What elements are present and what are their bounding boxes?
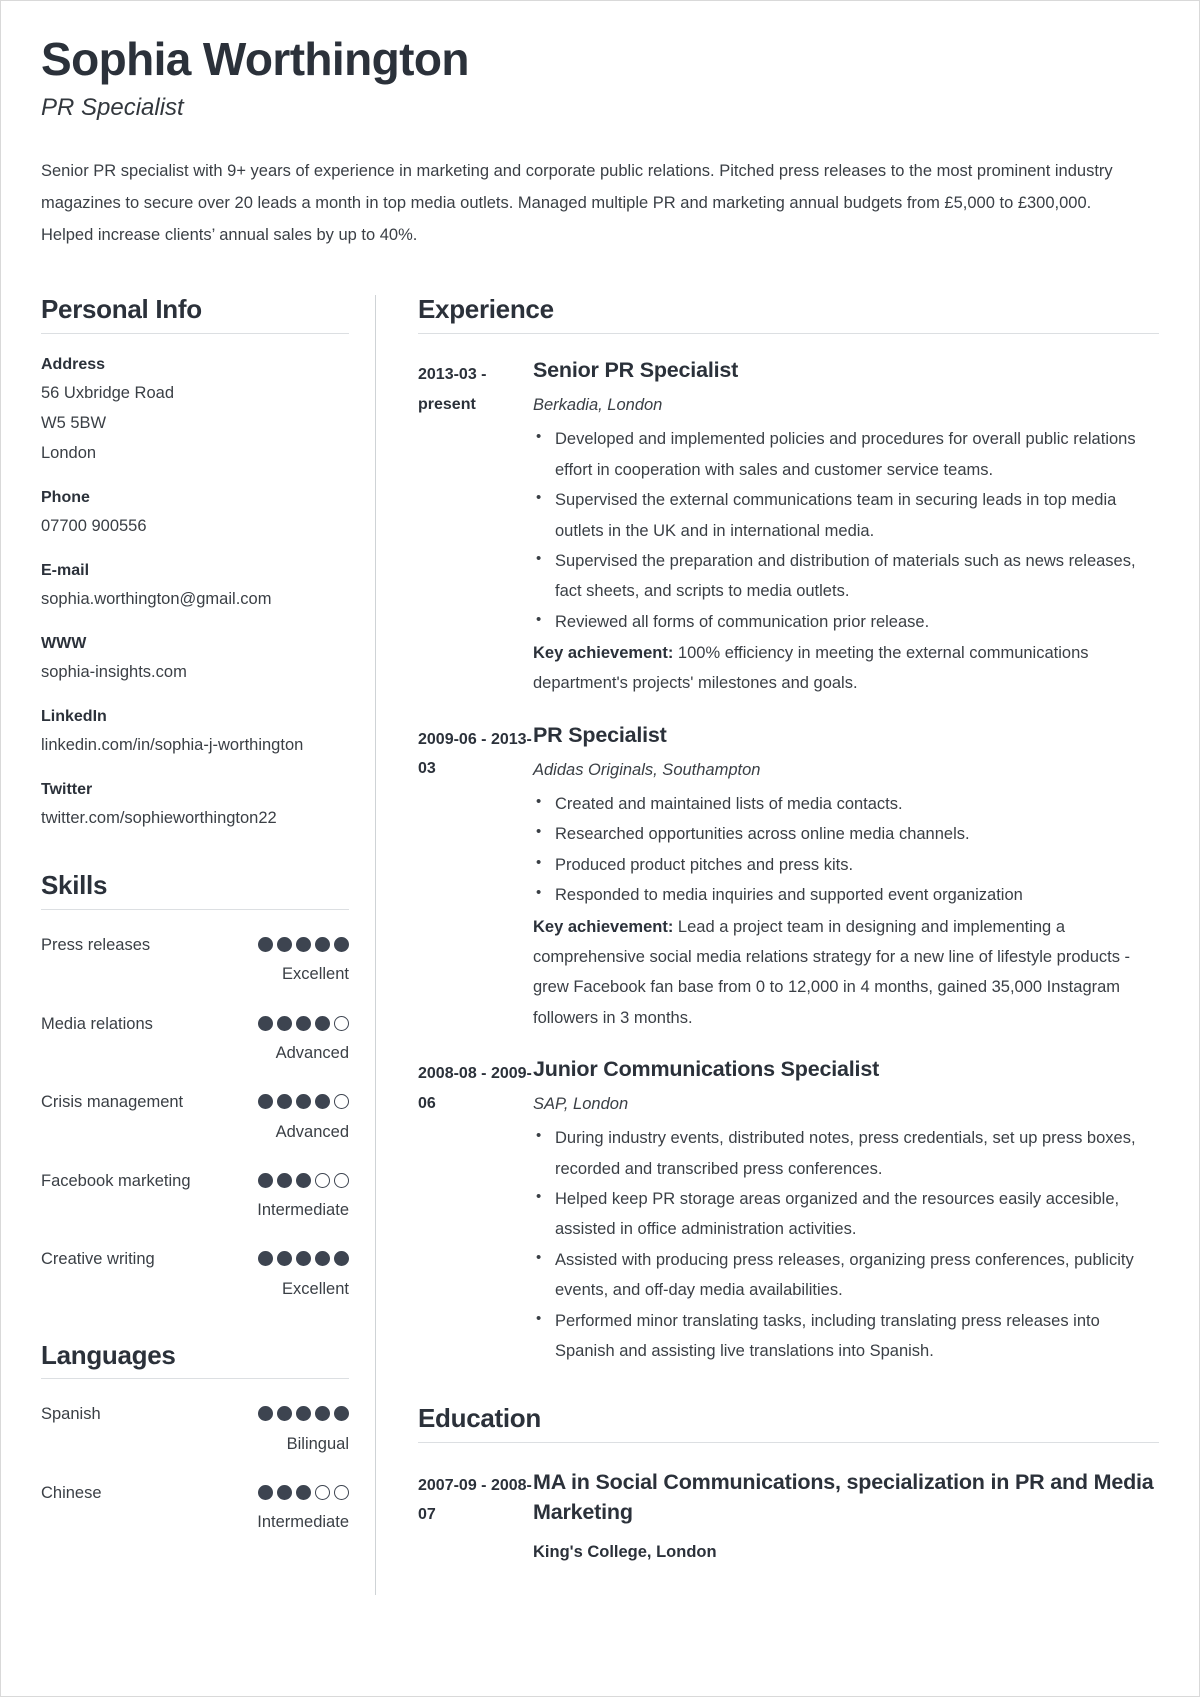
rating-label: Spanish — [41, 1405, 101, 1424]
experience-bullet: • Supervised the external communications team in securing leads in top media outlets in the UK and in international media. — [533, 485, 1159, 546]
dot-filled-icon — [277, 1406, 292, 1421]
experience-bullets — [533, 424, 1159, 637]
dot-filled-icon — [334, 1406, 349, 1421]
personal-info-item — [41, 559, 349, 614]
rating-dots — [258, 1478, 349, 1500]
rating-row-top — [41, 1399, 349, 1430]
dot-filled-icon — [258, 937, 273, 952]
experience-section — [418, 295, 1159, 1366]
rating-label: Chinese — [41, 1483, 102, 1502]
rating-level: Intermediate — [257, 1201, 349, 1220]
rating-level: Excellent — [282, 1279, 349, 1298]
personal-info-list — [41, 353, 349, 833]
dot-filled-icon — [315, 1406, 330, 1421]
experience-bullet: • Produced product pitches and press kits. — [533, 850, 1159, 880]
dot-filled-icon — [334, 1251, 349, 1266]
personal-info-label: Twitter — [41, 781, 93, 799]
personal-info-item — [41, 353, 349, 468]
dot-filled-icon — [296, 1485, 311, 1500]
experience-entry-body — [533, 1055, 1159, 1366]
experience-dates: 2008-08 - 2009-06 — [418, 1065, 532, 1112]
rating-row-top — [41, 930, 349, 961]
rating-row-top — [41, 1478, 349, 1509]
experience-key-achievement-label: Key achievement: — [533, 644, 674, 662]
personal-info-item — [41, 632, 349, 687]
experience-company: Berkadia, London — [533, 396, 663, 415]
personal-info-value: sophia.worthington@gmail.com — [41, 590, 272, 609]
education-entry — [418, 1467, 1159, 1566]
experience-entry-body — [533, 356, 1159, 699]
languages-list — [41, 1399, 349, 1536]
rating-row-top — [41, 1166, 349, 1197]
education-list — [418, 1467, 1159, 1566]
personal-info-value: W5 5BW — [41, 414, 107, 433]
experience-bullet: • Helped keep PR storage areas organized and the resources easily accesible, assisted in office administration activities. — [533, 1184, 1159, 1245]
experience-role: Junior Communications Specialist — [533, 1057, 880, 1081]
experience-role: Senior PR Specialist — [533, 358, 739, 383]
education-entry-body — [533, 1467, 1159, 1566]
dot-filled-icon — [296, 1406, 311, 1421]
experience-key-achievement: Key achievement: 100% efficiency in meeting the external communications department's projects' milestones and goals. — [533, 644, 1089, 693]
dot-empty-icon — [334, 1016, 349, 1031]
skills-title: Skills — [41, 871, 349, 910]
experience-bullet: • During industry events, distributed notes, press credentials, set up press boxes, recorded and transcribed press conferences. — [533, 1123, 1159, 1184]
dot-filled-icon — [277, 937, 292, 952]
experience-key-achievement-label: Key achievement: — [533, 917, 674, 936]
experience-company: SAP, London — [533, 1095, 629, 1114]
skill-item — [41, 1087, 349, 1146]
professional-summary: Senior PR specialist with 9+ years of experience in marketing and corporate public relations. Pitched press releases to the most prominent industry magazines to secure over 20 leads a month in top media outlets. Managed multiple PR and marketing annual budgets from £5,000 to £300,000. Helped increase clients’ annual sales by up to 40%. — [41, 162, 1113, 244]
experience-bullet: • Created and maintained lists of media contacts. — [533, 789, 1159, 819]
dot-empty-icon — [334, 1173, 349, 1188]
main-column — [375, 295, 1159, 1595]
personal-info-item — [41, 778, 349, 833]
experience-bullets — [533, 789, 1159, 910]
languages-section — [41, 1341, 349, 1537]
dot-filled-icon — [258, 1251, 273, 1266]
experience-bullet: • Developed and implemented policies and procedures for overall public relations effort in cooperation with sales and customer service teams. — [533, 424, 1159, 485]
dot-filled-icon — [296, 1173, 311, 1188]
language-item — [41, 1399, 349, 1458]
experience-entry-body — [533, 721, 1159, 1033]
skill-item — [41, 1166, 349, 1225]
education-degree: MA in Social Communications, specialization in PR and Media Marketing — [533, 1469, 1154, 1524]
personal-info-value: twitter.com/sophieworthington22 — [41, 809, 277, 828]
experience-entry — [418, 356, 1159, 699]
dot-filled-icon — [296, 1016, 311, 1031]
dot-filled-icon — [277, 1485, 292, 1500]
experience-bullet: • Supervised the preparation and distribution of materials such as news releases, fact sheets, and scripts to media outlets. — [533, 546, 1159, 607]
dot-filled-icon — [315, 937, 330, 952]
education-school: King's College, London — [533, 1543, 717, 1562]
personal-info-value: London — [41, 444, 97, 463]
candidate-job-title: PR Specialist — [41, 93, 184, 121]
education-section — [418, 1404, 1159, 1565]
skill-item — [41, 930, 349, 989]
experience-bullet: • Assisted with producing press releases, organizing press conferences, publicity events, and off-day media availabilities. — [533, 1245, 1159, 1306]
dot-filled-icon — [334, 937, 349, 952]
dot-filled-icon — [315, 1094, 330, 1109]
experience-bullet: • Reviewed all forms of communication prior release. — [533, 607, 1159, 637]
experience-company: Adidas Originals, Southampton — [533, 760, 761, 779]
dot-filled-icon — [258, 1173, 273, 1188]
personal-info-label: LinkedIn — [41, 708, 107, 726]
dot-filled-icon — [296, 1094, 311, 1109]
dot-filled-icon — [277, 1094, 292, 1109]
experience-dates: 2009-06 - 2013-03 — [418, 730, 532, 778]
skills-section — [41, 871, 349, 1302]
personal-info-value: 56 Uxbridge Road — [41, 383, 174, 402]
dot-empty-icon — [315, 1485, 330, 1500]
experience-entry — [418, 721, 1159, 1033]
skill-item — [41, 1009, 349, 1068]
experience-role: PR Specialist — [533, 722, 667, 747]
rating-level: Intermediate — [257, 1513, 349, 1532]
dot-filled-icon — [258, 1485, 273, 1500]
rating-label: Creative writing — [41, 1250, 155, 1269]
dot-filled-icon — [258, 1016, 273, 1031]
rating-row-top — [41, 1087, 349, 1118]
rating-dots — [258, 930, 349, 952]
language-item — [41, 1478, 349, 1537]
personal-info-item — [41, 705, 349, 760]
personal-info-section — [41, 295, 349, 833]
rating-level: Excellent — [282, 965, 349, 984]
dot-empty-icon — [334, 1094, 349, 1109]
dot-empty-icon — [315, 1173, 330, 1188]
experience-bullets — [533, 1123, 1159, 1366]
education-dates: 2007-09 - 2008-07 — [418, 1476, 532, 1524]
personal-info-label: Phone — [41, 489, 90, 507]
experience-bullet: • Researched opportunities across online media channels. — [533, 819, 1159, 849]
rating-level: Bilingual — [286, 1434, 349, 1453]
languages-title: Languages — [41, 1341, 349, 1380]
experience-bullet: • Performed minor translating tasks, including translating press releases into Spanish and assisting live translations into Spanish. — [533, 1306, 1159, 1367]
personal-info-value: linkedin.com/in/sophia-j-worthington — [41, 736, 304, 755]
sidebar-column — [41, 295, 375, 1595]
skills-list — [41, 930, 349, 1303]
personal-info-item — [41, 486, 349, 541]
dot-filled-icon — [277, 1251, 292, 1266]
rating-level: Advanced — [275, 1122, 349, 1141]
rating-label: Crisis management — [41, 1093, 184, 1112]
resume-body — [41, 295, 1159, 1595]
skill-item — [41, 1244, 349, 1303]
dot-filled-icon — [258, 1094, 273, 1109]
rating-row-top — [41, 1009, 349, 1040]
rating-dots — [258, 1009, 349, 1031]
rating-level: Advanced — [275, 1044, 349, 1063]
rating-row-top — [41, 1244, 349, 1275]
dot-filled-icon — [315, 1251, 330, 1266]
rating-label: Media relations — [41, 1014, 153, 1033]
personal-info-value: sophia-insights.com — [41, 663, 187, 682]
education-title: Education — [418, 1404, 1159, 1443]
experience-dates: 2013-03 - present — [418, 366, 487, 413]
experience-title: Experience — [418, 295, 1159, 334]
resume-header — [41, 27, 1159, 251]
personal-info-label: Address — [41, 356, 106, 374]
personal-info-value: 07700 900556 — [41, 517, 147, 536]
dot-filled-icon — [296, 1251, 311, 1266]
experience-key-achievement: Key achievement: Lead a project team in designing and implementing a comprehensive social media relations strategy for a new line of lifestyle products - grew Facebook fan base from 0 to 12,000 in 4 months, gained 35,000 Instagram followers in 3 months. — [533, 917, 1131, 1027]
rating-dots — [258, 1399, 349, 1421]
dot-filled-icon — [258, 1406, 273, 1421]
candidate-name: Sophia Worthington — [41, 33, 469, 85]
dot-filled-icon — [315, 1016, 330, 1031]
personal-info-title: Personal Info — [41, 295, 349, 334]
dot-empty-icon — [334, 1485, 349, 1500]
rating-dots — [258, 1166, 349, 1188]
rating-label: Facebook marketing — [41, 1171, 191, 1190]
dot-filled-icon — [277, 1016, 292, 1031]
experience-list — [418, 356, 1159, 1366]
personal-info-label: WWW — [41, 635, 87, 653]
rating-dots — [258, 1244, 349, 1266]
experience-entry — [418, 1055, 1159, 1366]
personal-info-label: E-mail — [41, 562, 90, 580]
rating-dots — [258, 1087, 349, 1109]
dot-filled-icon — [277, 1173, 292, 1188]
dot-filled-icon — [296, 937, 311, 952]
rating-label: Press releases — [41, 935, 151, 954]
experience-bullet: • Responded to media inquiries and supported event organization — [533, 880, 1159, 910]
